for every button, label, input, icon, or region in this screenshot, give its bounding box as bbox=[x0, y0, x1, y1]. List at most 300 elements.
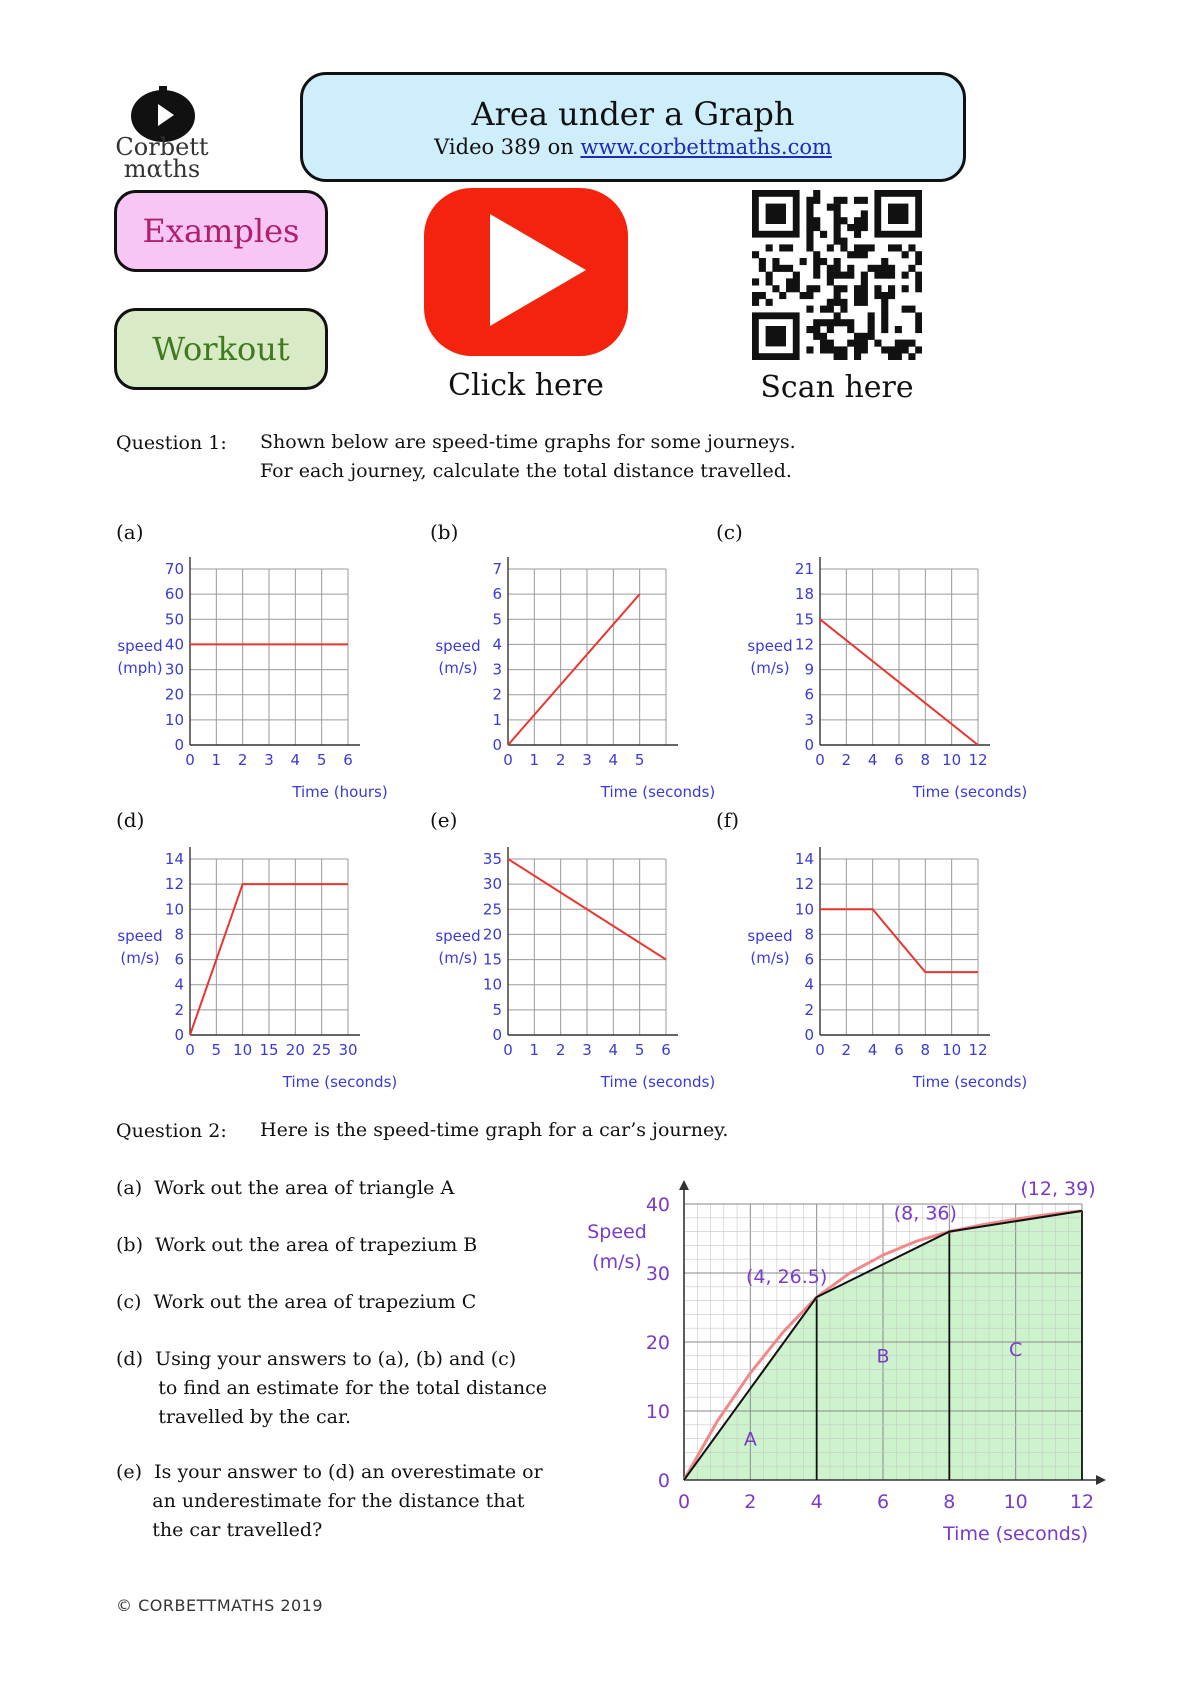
examples-button[interactable]: Examples bbox=[114, 190, 328, 272]
q2-item-c: (c) Work out the area of trapezium C bbox=[116, 1291, 477, 1313]
qr-module bbox=[806, 224, 813, 231]
x-axis-label: Time (seconds) bbox=[600, 783, 716, 801]
qr-module bbox=[854, 197, 861, 204]
x-tick-label: 2 bbox=[237, 751, 248, 769]
x-tick-label: 0 bbox=[185, 1041, 195, 1059]
y-tick-label: 0 bbox=[174, 1026, 184, 1044]
x-tick-label: 30 bbox=[338, 1041, 358, 1059]
qr-module bbox=[834, 312, 841, 319]
qr-module bbox=[813, 251, 820, 258]
qr-module bbox=[861, 340, 868, 347]
y-tick-label: 3 bbox=[804, 710, 814, 729]
qr-module bbox=[881, 292, 888, 299]
y-tick-label: 0 bbox=[804, 736, 814, 754]
qr-module bbox=[834, 224, 841, 231]
qr-module bbox=[840, 217, 847, 224]
qr-module bbox=[854, 285, 861, 292]
y-tick-label: 25 bbox=[482, 900, 502, 919]
y-tick-label: 4 bbox=[804, 975, 814, 994]
qr-module bbox=[820, 306, 827, 313]
qr-module bbox=[915, 326, 922, 333]
copyright-footer: © CORBETTMATHS 2019 bbox=[116, 1596, 324, 1615]
qr-module bbox=[834, 204, 841, 211]
y-axis-label: (m/s) bbox=[750, 949, 790, 967]
qr-module bbox=[847, 340, 854, 347]
x-tick-label: 10 bbox=[942, 1041, 962, 1059]
qr-module bbox=[915, 285, 922, 292]
y-axis-label: (m/s) bbox=[120, 949, 160, 967]
qr-module bbox=[881, 306, 888, 313]
qr-module bbox=[854, 292, 861, 299]
qr-module bbox=[786, 265, 793, 272]
qr-module bbox=[868, 333, 875, 340]
qr-module bbox=[827, 204, 834, 211]
qr-module bbox=[813, 217, 820, 224]
q2-item-b: (b) Work out the area of trapezium B bbox=[116, 1234, 478, 1256]
speed-time-graph-f bbox=[740, 835, 1030, 1095]
region-label: A bbox=[743, 1428, 757, 1451]
qr-module bbox=[888, 285, 895, 292]
qr-module bbox=[834, 231, 841, 238]
qr-module bbox=[827, 272, 834, 279]
qr-module bbox=[895, 244, 902, 251]
y-tick-label: 1 bbox=[492, 710, 502, 729]
qr-finder-core bbox=[766, 204, 786, 224]
qr-module bbox=[806, 210, 813, 217]
qr-module bbox=[806, 204, 813, 211]
qr-module bbox=[895, 340, 902, 347]
question2-label: Question 2: bbox=[116, 1120, 227, 1142]
x-tick-label: 5 bbox=[634, 1041, 645, 1059]
qr-module bbox=[813, 326, 820, 333]
y-tick-label: 4 bbox=[174, 975, 184, 994]
qr-module bbox=[854, 231, 861, 238]
qr-module bbox=[834, 210, 841, 217]
qr-module bbox=[772, 258, 779, 265]
qr-module bbox=[779, 292, 786, 299]
y-tick-label: 0 bbox=[492, 1026, 502, 1044]
video-reference: Video 389 on www.corbettmaths.com bbox=[434, 135, 832, 159]
y-tick-label: 5 bbox=[492, 610, 502, 629]
page-title: Area under a Graph bbox=[471, 95, 795, 133]
qr-module bbox=[827, 299, 834, 306]
x-tick-label: 6 bbox=[894, 751, 904, 769]
region-label: C bbox=[1009, 1338, 1023, 1361]
qr-module bbox=[854, 217, 861, 224]
x-tick-label: 4 bbox=[608, 751, 619, 769]
qr-module bbox=[834, 197, 841, 204]
point-label: (4, 26.5) bbox=[746, 1266, 828, 1289]
qr-module bbox=[861, 244, 868, 251]
y-tick-label: 5 bbox=[492, 1000, 502, 1019]
website-link[interactable]: www.corbettmaths.com bbox=[580, 135, 832, 159]
qr-module bbox=[854, 333, 861, 340]
qr-module bbox=[861, 292, 868, 299]
y-tick-label: 60 bbox=[164, 585, 184, 604]
qr-module bbox=[820, 258, 827, 265]
qr-module bbox=[813, 319, 820, 326]
qr-module bbox=[813, 258, 820, 265]
q2-item-a: (a) Work out the area of triangle A bbox=[116, 1177, 455, 1199]
y-tick-label: 6 bbox=[492, 585, 502, 604]
qr-module bbox=[800, 292, 807, 299]
x-tick-label: 6 bbox=[876, 1491, 890, 1513]
qr-module bbox=[888, 265, 895, 272]
qr-module bbox=[759, 258, 766, 265]
qr-module bbox=[800, 258, 807, 265]
x-tick-label: 3 bbox=[582, 751, 592, 769]
qr-module bbox=[834, 292, 841, 299]
qr-module bbox=[861, 346, 868, 353]
qr-module bbox=[752, 299, 759, 306]
qr-module bbox=[902, 251, 909, 258]
qr-module bbox=[840, 353, 847, 360]
part-d-label: (d) bbox=[116, 808, 145, 832]
qr-module bbox=[766, 272, 773, 279]
x-tick-label: 4 bbox=[867, 751, 878, 769]
qr-module bbox=[827, 340, 834, 347]
y-axis-arrow bbox=[679, 1180, 689, 1190]
qr-module bbox=[772, 285, 779, 292]
qr-module bbox=[868, 319, 875, 326]
qr-module bbox=[752, 278, 759, 285]
part-e-label: (e) bbox=[430, 808, 458, 832]
qr-module bbox=[759, 265, 766, 272]
y-tick-label: 18 bbox=[794, 585, 814, 604]
qr-module bbox=[861, 251, 868, 258]
qr-module bbox=[888, 353, 895, 360]
y-tick-label: 14 bbox=[794, 850, 814, 868]
y-tick-label: 10 bbox=[794, 900, 814, 919]
qr-module bbox=[834, 272, 841, 279]
y-tick-label: 0 bbox=[174, 736, 184, 754]
qr-module bbox=[915, 272, 922, 279]
x-tick-label: 4 bbox=[290, 751, 301, 769]
qr-module bbox=[895, 353, 902, 360]
y-axis-label: (m/s) bbox=[438, 949, 478, 967]
qr-module bbox=[861, 217, 868, 224]
y-tick-label: 12 bbox=[794, 875, 814, 894]
y-axis-label: (m/s) bbox=[592, 1251, 642, 1273]
qr-module bbox=[820, 346, 827, 353]
y-axis-label: speed bbox=[747, 927, 793, 945]
qr-module bbox=[861, 278, 868, 285]
qr-module bbox=[881, 319, 888, 326]
qr-module bbox=[820, 231, 827, 238]
x-tick-label: 4 bbox=[810, 1491, 823, 1513]
x-tick-label: 5 bbox=[211, 1041, 222, 1059]
qr-module bbox=[902, 285, 909, 292]
y-tick-label: 30 bbox=[645, 1263, 670, 1285]
y-tick-label: 30 bbox=[164, 660, 184, 679]
x-axis-label: Time (seconds) bbox=[282, 1073, 398, 1091]
qr-module bbox=[868, 244, 875, 251]
x-tick-label: 8 bbox=[920, 751, 931, 769]
y-tick-label: 7 bbox=[492, 560, 502, 578]
qr-module bbox=[779, 265, 786, 272]
x-tick-label: 3 bbox=[582, 1041, 592, 1059]
y-tick-label: 0 bbox=[804, 1026, 814, 1044]
scan-here-label: Scan here bbox=[760, 370, 914, 405]
x-axis-label: Time (seconds) bbox=[912, 1073, 1028, 1091]
y-tick-label: 20 bbox=[645, 1332, 670, 1354]
qr-module bbox=[820, 340, 827, 347]
part-b-label: (b) bbox=[430, 520, 459, 544]
x-tick-label: 5 bbox=[316, 751, 327, 769]
qr-module bbox=[806, 306, 813, 313]
x-tick-label: 1 bbox=[529, 1041, 540, 1059]
x-tick-label: 4 bbox=[867, 1041, 878, 1059]
speed-time-graph-b bbox=[428, 545, 718, 805]
qr-module bbox=[915, 278, 922, 285]
x-tick-label: 12 bbox=[968, 751, 988, 769]
qr-module bbox=[902, 306, 909, 313]
qr-module bbox=[902, 346, 909, 353]
qr-module bbox=[861, 197, 868, 204]
y-tick-label: 8 bbox=[174, 925, 184, 944]
y-axis-label: speed bbox=[435, 927, 481, 945]
x-axis-label: Time (seconds) bbox=[912, 783, 1028, 801]
qr-module bbox=[840, 244, 847, 251]
qr-module bbox=[888, 292, 895, 299]
qr-module bbox=[813, 190, 820, 197]
part-c-label: (c) bbox=[716, 520, 743, 544]
qr-module bbox=[759, 292, 766, 299]
qr-module bbox=[806, 346, 813, 353]
qr-code-icon bbox=[752, 190, 922, 360]
y-tick-label: 30 bbox=[482, 875, 502, 894]
qr-module bbox=[874, 272, 881, 279]
qr-module bbox=[915, 319, 922, 326]
y-tick-label: 14 bbox=[164, 850, 184, 868]
qr-module bbox=[766, 244, 773, 251]
qr-module bbox=[861, 285, 868, 292]
y-tick-label: 10 bbox=[164, 900, 184, 919]
qr-module bbox=[827, 278, 834, 285]
qr-module bbox=[840, 346, 847, 353]
x-axis-label: Time (hours) bbox=[292, 783, 388, 801]
y-axis-label: speed bbox=[117, 637, 163, 655]
title-banner bbox=[300, 72, 966, 182]
x-tick-label: 0 bbox=[815, 1041, 825, 1059]
x-tick-label: 25 bbox=[312, 1041, 332, 1059]
qr-module bbox=[861, 299, 868, 306]
y-tick-label: 40 bbox=[645, 1194, 670, 1216]
region-label: B bbox=[876, 1345, 890, 1368]
qr-module bbox=[793, 285, 800, 292]
qr-module bbox=[813, 285, 820, 292]
qr-module bbox=[861, 333, 868, 340]
qr-module bbox=[881, 346, 888, 353]
x-tick-label: 4 bbox=[608, 1041, 619, 1059]
qr-module bbox=[793, 278, 800, 285]
qr-module bbox=[861, 210, 868, 217]
x-tick-label: 0 bbox=[185, 751, 195, 769]
qr-module bbox=[874, 292, 881, 299]
qr-module bbox=[854, 224, 861, 231]
qr-module bbox=[908, 340, 915, 347]
qr-module bbox=[834, 285, 841, 292]
x-tick-label: 2 bbox=[841, 751, 852, 769]
qr-module bbox=[840, 285, 847, 292]
qr-module bbox=[827, 265, 834, 272]
speed-time-graph-e bbox=[428, 835, 718, 1095]
qr-module bbox=[766, 278, 773, 285]
x-tick-label: 0 bbox=[815, 751, 825, 769]
x-tick-label: 1 bbox=[529, 751, 540, 769]
y-tick-label: 0 bbox=[657, 1470, 670, 1492]
qr-module bbox=[840, 197, 847, 204]
x-tick-label: 0 bbox=[503, 751, 513, 769]
y-axis-label: speed bbox=[747, 637, 793, 655]
y-tick-label: 6 bbox=[804, 685, 814, 704]
y-tick-label: 10 bbox=[164, 710, 184, 729]
qr-module bbox=[847, 272, 854, 279]
qr-module bbox=[854, 346, 861, 353]
qr-module bbox=[874, 285, 881, 292]
y-tick-label: 10 bbox=[645, 1401, 670, 1423]
qr-module bbox=[895, 326, 902, 333]
y-axis-label: (m/s) bbox=[750, 659, 790, 677]
q2-item-e: (e) Is your answer to (d) an overestimate or an underestimate for the distance that the car travelled? bbox=[116, 1461, 543, 1541]
qr-module bbox=[854, 353, 861, 360]
x-tick-label: 1 bbox=[211, 751, 222, 769]
qr-module bbox=[806, 238, 813, 245]
y-tick-label: 50 bbox=[164, 610, 184, 629]
qr-module bbox=[915, 251, 922, 258]
y-tick-label: 8 bbox=[804, 925, 814, 944]
qr-module bbox=[752, 251, 759, 258]
qr-module bbox=[854, 244, 861, 251]
qr-module bbox=[793, 272, 800, 279]
x-tick-label: 0 bbox=[503, 1041, 513, 1059]
qr-module bbox=[915, 258, 922, 265]
y-tick-label: 10 bbox=[482, 975, 502, 994]
qr-module bbox=[813, 197, 820, 204]
x-tick-label: 6 bbox=[343, 751, 353, 769]
y-axis-label: speed bbox=[435, 637, 481, 655]
qr-module bbox=[806, 326, 813, 333]
part-a-label: (a) bbox=[116, 520, 144, 544]
x-tick-label: 6 bbox=[661, 1041, 671, 1059]
qr-module bbox=[881, 258, 888, 265]
qr-module bbox=[779, 244, 786, 251]
y-tick-label: 12 bbox=[164, 875, 184, 894]
x-tick-label: 10 bbox=[1003, 1491, 1028, 1513]
qr-module bbox=[861, 224, 868, 231]
qr-module bbox=[840, 299, 847, 306]
qr-module bbox=[874, 340, 881, 347]
qr-module bbox=[806, 197, 813, 204]
qr-module bbox=[806, 244, 813, 251]
y-axis-label: (m/s) bbox=[438, 659, 478, 677]
point-label: (12, 39) bbox=[1020, 1180, 1096, 1200]
qr-module bbox=[786, 285, 793, 292]
qr-module bbox=[881, 272, 888, 279]
qr-module bbox=[806, 217, 813, 224]
qr-module bbox=[908, 244, 915, 251]
speed-time-graph-a bbox=[110, 545, 400, 805]
qr-module bbox=[820, 319, 827, 326]
x-tick-label: 10 bbox=[233, 1041, 253, 1059]
qr-module bbox=[881, 299, 888, 306]
speed-time-graph-c bbox=[740, 545, 1030, 805]
y-tick-label: 35 bbox=[482, 850, 502, 868]
y-tick-label: 12 bbox=[794, 635, 814, 654]
question1-label: Question 1: bbox=[116, 432, 227, 454]
y-tick-label: 6 bbox=[804, 950, 814, 969]
qr-module bbox=[840, 272, 847, 279]
x-tick-label: 6 bbox=[894, 1041, 904, 1059]
qr-module bbox=[834, 353, 841, 360]
qr-module bbox=[827, 244, 834, 251]
y-tick-label: 2 bbox=[174, 1000, 184, 1019]
qr-module bbox=[881, 326, 888, 333]
y-tick-label: 20 bbox=[164, 685, 184, 704]
qr-finder-core bbox=[766, 326, 786, 346]
qr-module bbox=[868, 326, 875, 333]
y-tick-label: 21 bbox=[794, 560, 814, 578]
qr-module bbox=[854, 251, 861, 258]
x-tick-label: 3 bbox=[264, 751, 274, 769]
x-tick-label: 2 bbox=[555, 1041, 566, 1059]
x-axis-label: Time (seconds) bbox=[600, 1073, 716, 1091]
qr-module bbox=[786, 278, 793, 285]
qr-module bbox=[840, 319, 847, 326]
qr-module bbox=[827, 319, 834, 326]
x-tick-label: 10 bbox=[942, 751, 962, 769]
qr-module bbox=[766, 299, 773, 306]
qr-module bbox=[847, 251, 854, 258]
qr-module bbox=[813, 224, 820, 231]
x-tick-label: 15 bbox=[259, 1041, 279, 1059]
y-tick-label: 9 bbox=[804, 660, 814, 679]
q2-item-d: (d) Using your answers to (a), (b) and (c) to find an estimate for the total distance travelled by the car. bbox=[116, 1348, 548, 1428]
qr-module bbox=[915, 312, 922, 319]
qr-module bbox=[820, 333, 827, 340]
qr-module bbox=[752, 292, 759, 299]
y-tick-label: 15 bbox=[794, 610, 814, 629]
x-tick-label: 2 bbox=[841, 1041, 852, 1059]
play-video-icon[interactable] bbox=[424, 188, 628, 356]
speed-time-graph-d bbox=[110, 835, 400, 1095]
qr-module bbox=[847, 265, 854, 272]
y-axis-label: Speed bbox=[587, 1221, 647, 1243]
car-journey-speed-time-graph bbox=[580, 1180, 1120, 1550]
workout-button[interactable]: Workout bbox=[114, 308, 328, 390]
qr-module bbox=[806, 231, 813, 238]
qr-module bbox=[874, 265, 881, 272]
qr-module bbox=[915, 346, 922, 353]
y-tick-label: 0 bbox=[492, 736, 502, 754]
qr-module bbox=[902, 272, 909, 279]
qr-module bbox=[908, 306, 915, 313]
x-tick-label: 8 bbox=[920, 1041, 931, 1059]
y-tick-label: 40 bbox=[164, 635, 184, 654]
qr-module bbox=[827, 326, 834, 333]
x-tick-label: 5 bbox=[634, 751, 645, 769]
y-tick-label: 3 bbox=[492, 660, 502, 679]
qr-module bbox=[813, 272, 820, 279]
qr-finder-core bbox=[888, 204, 908, 224]
qr-module bbox=[827, 346, 834, 353]
qr-module bbox=[806, 285, 813, 292]
qr-module bbox=[888, 244, 895, 251]
question2-intro: Here is the speed-time graph for a car’s journey. bbox=[260, 1119, 729, 1141]
qr-module bbox=[834, 217, 841, 224]
qr-module bbox=[854, 340, 861, 347]
x-tick-label: 2 bbox=[744, 1491, 757, 1513]
